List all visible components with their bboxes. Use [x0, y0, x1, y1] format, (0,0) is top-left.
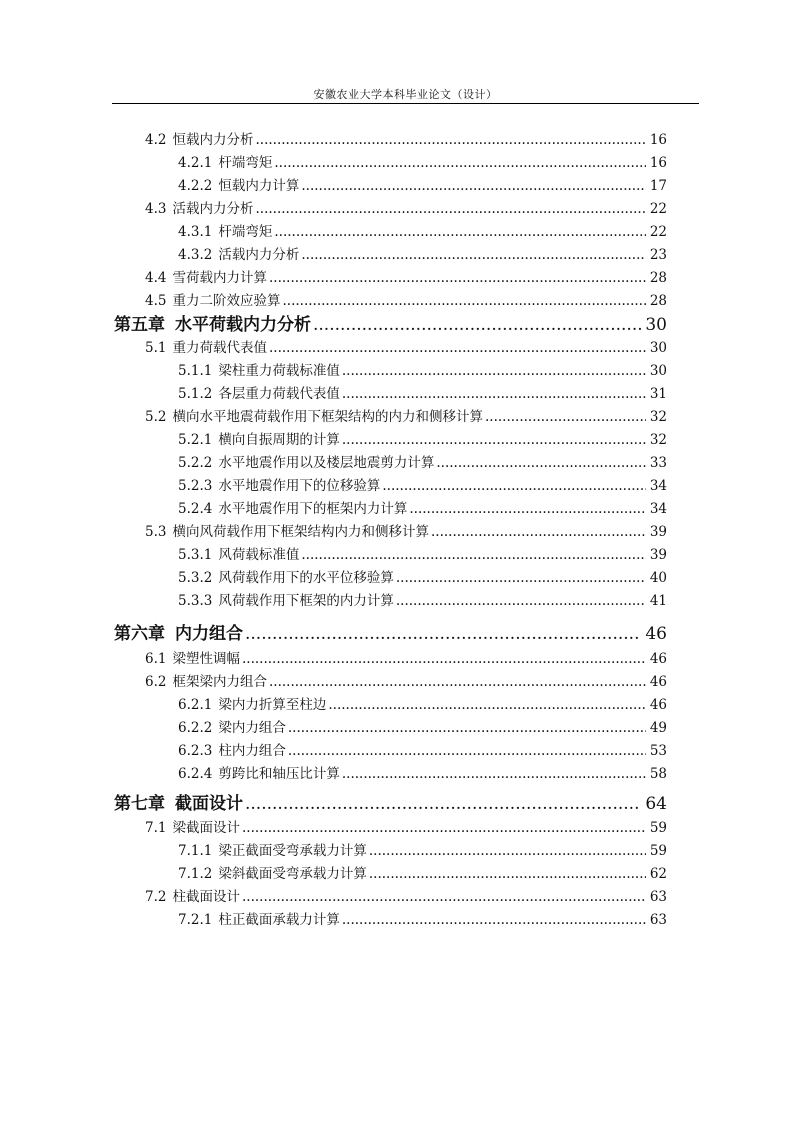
toc-page: 33	[649, 455, 667, 471]
toc-entry[interactable]	[178, 589, 667, 611]
toc-page: 64	[645, 794, 667, 814]
toc-title: 梁内力组合	[218, 720, 286, 736]
toc-number: 5.1	[145, 340, 167, 356]
toc-leader	[431, 524, 646, 540]
toc-entry[interactable]	[178, 151, 667, 173]
toc-entry[interactable]	[145, 520, 667, 542]
toc-number: 5.1.1	[178, 363, 213, 379]
toc-leader	[282, 293, 645, 309]
toc-title: 梁内力折算至柱边	[218, 697, 327, 713]
toc-title: 剪跨比和轴压比计算	[218, 766, 340, 782]
toc-page: 49	[649, 720, 667, 736]
toc-page: 59	[649, 820, 667, 836]
toc-page: 46	[649, 674, 667, 690]
toc-page: 31	[649, 386, 667, 402]
toc-leader	[269, 270, 646, 286]
toc-title: 活载内力分析	[172, 201, 254, 217]
toc-entry[interactable]	[178, 428, 667, 450]
toc-leader	[328, 697, 645, 713]
toc-leader	[342, 432, 646, 448]
toc-title: 框架梁内力组合	[172, 674, 267, 690]
toc-leader	[313, 315, 641, 335]
toc-chapter-entry[interactable]	[114, 619, 667, 644]
toc-leader	[269, 340, 646, 356]
toc-title: 横向风荷载作用下框架结构内力和侧移计算	[172, 524, 429, 540]
toc-title: 梁柱重力荷载标准值	[218, 363, 340, 379]
toc-number: 4.4	[145, 270, 167, 286]
toc-page: 46	[649, 651, 667, 667]
toc-entry[interactable]	[178, 474, 667, 496]
toc-leader	[342, 766, 646, 782]
toc-number: 5.2.1	[178, 432, 213, 448]
toc-entry[interactable]	[178, 839, 667, 861]
toc-number: 5.2.4	[178, 501, 213, 517]
toc-page: 30	[645, 315, 667, 335]
toc-leader	[288, 743, 646, 759]
toc-number: 6.1	[145, 651, 167, 667]
toc-number: 6.2.2	[178, 720, 213, 736]
toc-chapter-entry[interactable]	[114, 789, 667, 814]
toc-leader	[409, 501, 645, 517]
toc-leader	[274, 155, 645, 171]
toc-number: 7.1.2	[178, 866, 213, 882]
toc-number: 5.3.3	[178, 593, 213, 609]
toc-leader	[269, 674, 646, 690]
toc-entry[interactable]	[145, 647, 667, 669]
toc-title: 水平地震作用以及楼层地震剪力计算	[218, 455, 435, 471]
toc-page: 41	[649, 593, 667, 609]
toc-number: 4.3.1	[178, 224, 213, 240]
toc-leader	[436, 455, 645, 471]
toc-number: 4.2.1	[178, 155, 213, 171]
toc-page: 34	[649, 478, 667, 494]
toc-page: 58	[649, 766, 667, 782]
toc-entry[interactable]	[178, 716, 667, 738]
toc-number: 5.2	[145, 409, 167, 425]
toc-page: 63	[649, 912, 667, 928]
toc-leader	[288, 720, 646, 736]
toc-leader	[301, 178, 645, 194]
toc-chapter-number: 第七章	[114, 794, 165, 814]
toc-entry[interactable]	[178, 739, 667, 761]
toc-title: 风荷载标准值	[218, 547, 300, 563]
toc-page: 59	[649, 843, 667, 859]
toc-leader	[255, 132, 645, 148]
toc-number: 7.2	[145, 889, 167, 905]
toc-page: 28	[649, 270, 667, 286]
toc-entry[interactable]	[145, 885, 667, 907]
toc-leader	[255, 201, 645, 217]
toc-leader	[369, 843, 646, 859]
toc-leader	[242, 651, 646, 667]
toc-chapter-entry[interactable]	[114, 310, 667, 335]
toc-title: 梁正截面受弯承载力计算	[218, 843, 367, 859]
toc-number: 4.3	[145, 201, 167, 217]
toc-entry[interactable]	[145, 336, 667, 358]
toc-entry[interactable]	[178, 382, 667, 404]
toc-leader	[396, 570, 646, 586]
toc-entry[interactable]	[178, 243, 667, 265]
toc-page: 46	[645, 624, 667, 644]
toc-page: 17	[649, 178, 667, 194]
toc-entry[interactable]	[145, 405, 667, 427]
header-rule	[112, 103, 699, 104]
toc-entry[interactable]	[178, 359, 667, 381]
toc-leader	[242, 820, 646, 836]
toc-title: 雪荷载内力计算	[172, 270, 267, 286]
toc-number: 5.1.2	[178, 386, 213, 402]
toc-number: 4.5	[145, 293, 167, 309]
toc-chapter-title: 水平荷载内力分析	[175, 315, 311, 335]
toc-title: 杆端弯矩	[218, 224, 273, 240]
toc-leader	[245, 794, 641, 814]
toc-title: 柱正截面承载力计算	[218, 912, 340, 928]
toc-leader	[301, 547, 645, 563]
toc-entry[interactable]	[178, 174, 667, 196]
toc-leader	[342, 912, 646, 928]
toc-title: 风荷载作用下框架的内力计算	[218, 593, 394, 609]
toc-title: 水平地震作用下的框架内力计算	[218, 501, 408, 517]
toc-page: 39	[649, 547, 667, 563]
toc-chapter-number: 第五章	[114, 315, 165, 335]
toc-number: 7.2.1	[178, 912, 213, 928]
toc-number: 6.2.3	[178, 743, 213, 759]
toc-chapter-title: 截面设计	[175, 794, 243, 814]
toc-number: 6.2.1	[178, 697, 213, 713]
toc-title: 重力荷载代表值	[172, 340, 267, 356]
toc-page: 46	[649, 697, 667, 713]
toc-page: 62	[649, 866, 667, 882]
toc-page: 32	[649, 432, 667, 448]
toc-leader	[242, 889, 646, 905]
toc-title: 杆端弯矩	[218, 155, 273, 171]
toc-title: 梁截面设计	[172, 820, 240, 836]
page-header-title: 安徽农业大学本科毕业论文（设计）	[313, 88, 498, 101]
toc-leader	[342, 386, 646, 402]
toc-page: 23	[649, 247, 667, 263]
toc-page: 30	[649, 363, 667, 379]
toc-number: 4.2.2	[178, 178, 213, 194]
toc-number: 5.2.2	[178, 455, 213, 471]
toc-title: 横向水平地震荷载作用下框架结构的内力和侧移计算	[172, 409, 483, 425]
toc-title: 梁塑性调幅	[172, 651, 240, 667]
toc-chapter-title: 内力组合	[175, 624, 243, 644]
toc-number: 5.3.2	[178, 570, 213, 586]
toc-entry[interactable]	[178, 497, 667, 519]
toc-title: 重力二阶效应验算	[172, 293, 281, 309]
toc-leader	[382, 478, 645, 494]
toc-number: 4.2	[145, 132, 167, 148]
toc-page: 28	[649, 293, 667, 309]
toc-page: 32	[649, 409, 667, 425]
toc-entry[interactable]	[178, 862, 667, 884]
toc-page: 40	[649, 570, 667, 586]
toc-page: 22	[649, 201, 667, 217]
toc-number: 5.2.3	[178, 478, 213, 494]
toc-title: 各层重力荷载代表值	[218, 386, 340, 402]
toc-entry[interactable]	[178, 693, 667, 715]
toc-number: 6.2	[145, 674, 167, 690]
toc-entry[interactable]	[178, 908, 667, 930]
toc-leader	[245, 624, 641, 644]
toc-leader	[342, 363, 646, 379]
toc-leader	[485, 409, 646, 425]
toc-number: 7.1.1	[178, 843, 213, 859]
toc-title: 柱截面设计	[172, 889, 240, 905]
toc-entry[interactable]	[145, 816, 667, 838]
toc-page: 39	[649, 524, 667, 540]
toc-leader	[274, 224, 645, 240]
toc-page: 16	[649, 132, 667, 148]
toc-number: 5.3	[145, 524, 167, 540]
toc-page: 53	[649, 743, 667, 759]
toc-title: 梁斜截面受弯承载力计算	[218, 866, 367, 882]
toc-number: 7.1	[145, 820, 167, 836]
toc-entry[interactable]	[178, 566, 667, 588]
toc-title: 水平地震作用下的位移验算	[218, 478, 381, 494]
toc-leader	[369, 866, 646, 882]
toc-entry[interactable]	[178, 762, 667, 784]
toc-entry[interactable]	[145, 128, 667, 150]
toc-page: 63	[649, 889, 667, 905]
toc-title: 横向自振周期的计算	[218, 432, 340, 448]
toc-title: 恒载内力计算	[218, 178, 300, 194]
toc-chapter-number: 第六章	[114, 624, 165, 644]
toc-title: 风荷载作用下的水平位移验算	[218, 570, 394, 586]
toc-title: 恒载内力分析	[172, 132, 254, 148]
toc-entry[interactable]	[178, 543, 667, 565]
toc-page: 30	[649, 340, 667, 356]
toc-title: 柱内力组合	[218, 743, 286, 759]
toc-leader	[396, 593, 646, 609]
toc-entry[interactable]	[178, 220, 667, 242]
toc-page: 16	[649, 155, 667, 171]
toc-entry[interactable]	[145, 266, 667, 288]
toc-entry[interactable]	[178, 451, 667, 473]
toc-number: 4.3.2	[178, 247, 213, 263]
toc-page: 34	[649, 501, 667, 517]
toc-page: 22	[649, 224, 667, 240]
toc-entry[interactable]	[145, 670, 667, 692]
toc-entry[interactable]	[145, 197, 667, 219]
toc-leader	[301, 247, 645, 263]
toc-number: 5.3.1	[178, 547, 213, 563]
toc-title: 活载内力分析	[218, 247, 300, 263]
toc-number: 6.2.4	[178, 766, 213, 782]
toc-entry[interactable]	[145, 289, 667, 311]
